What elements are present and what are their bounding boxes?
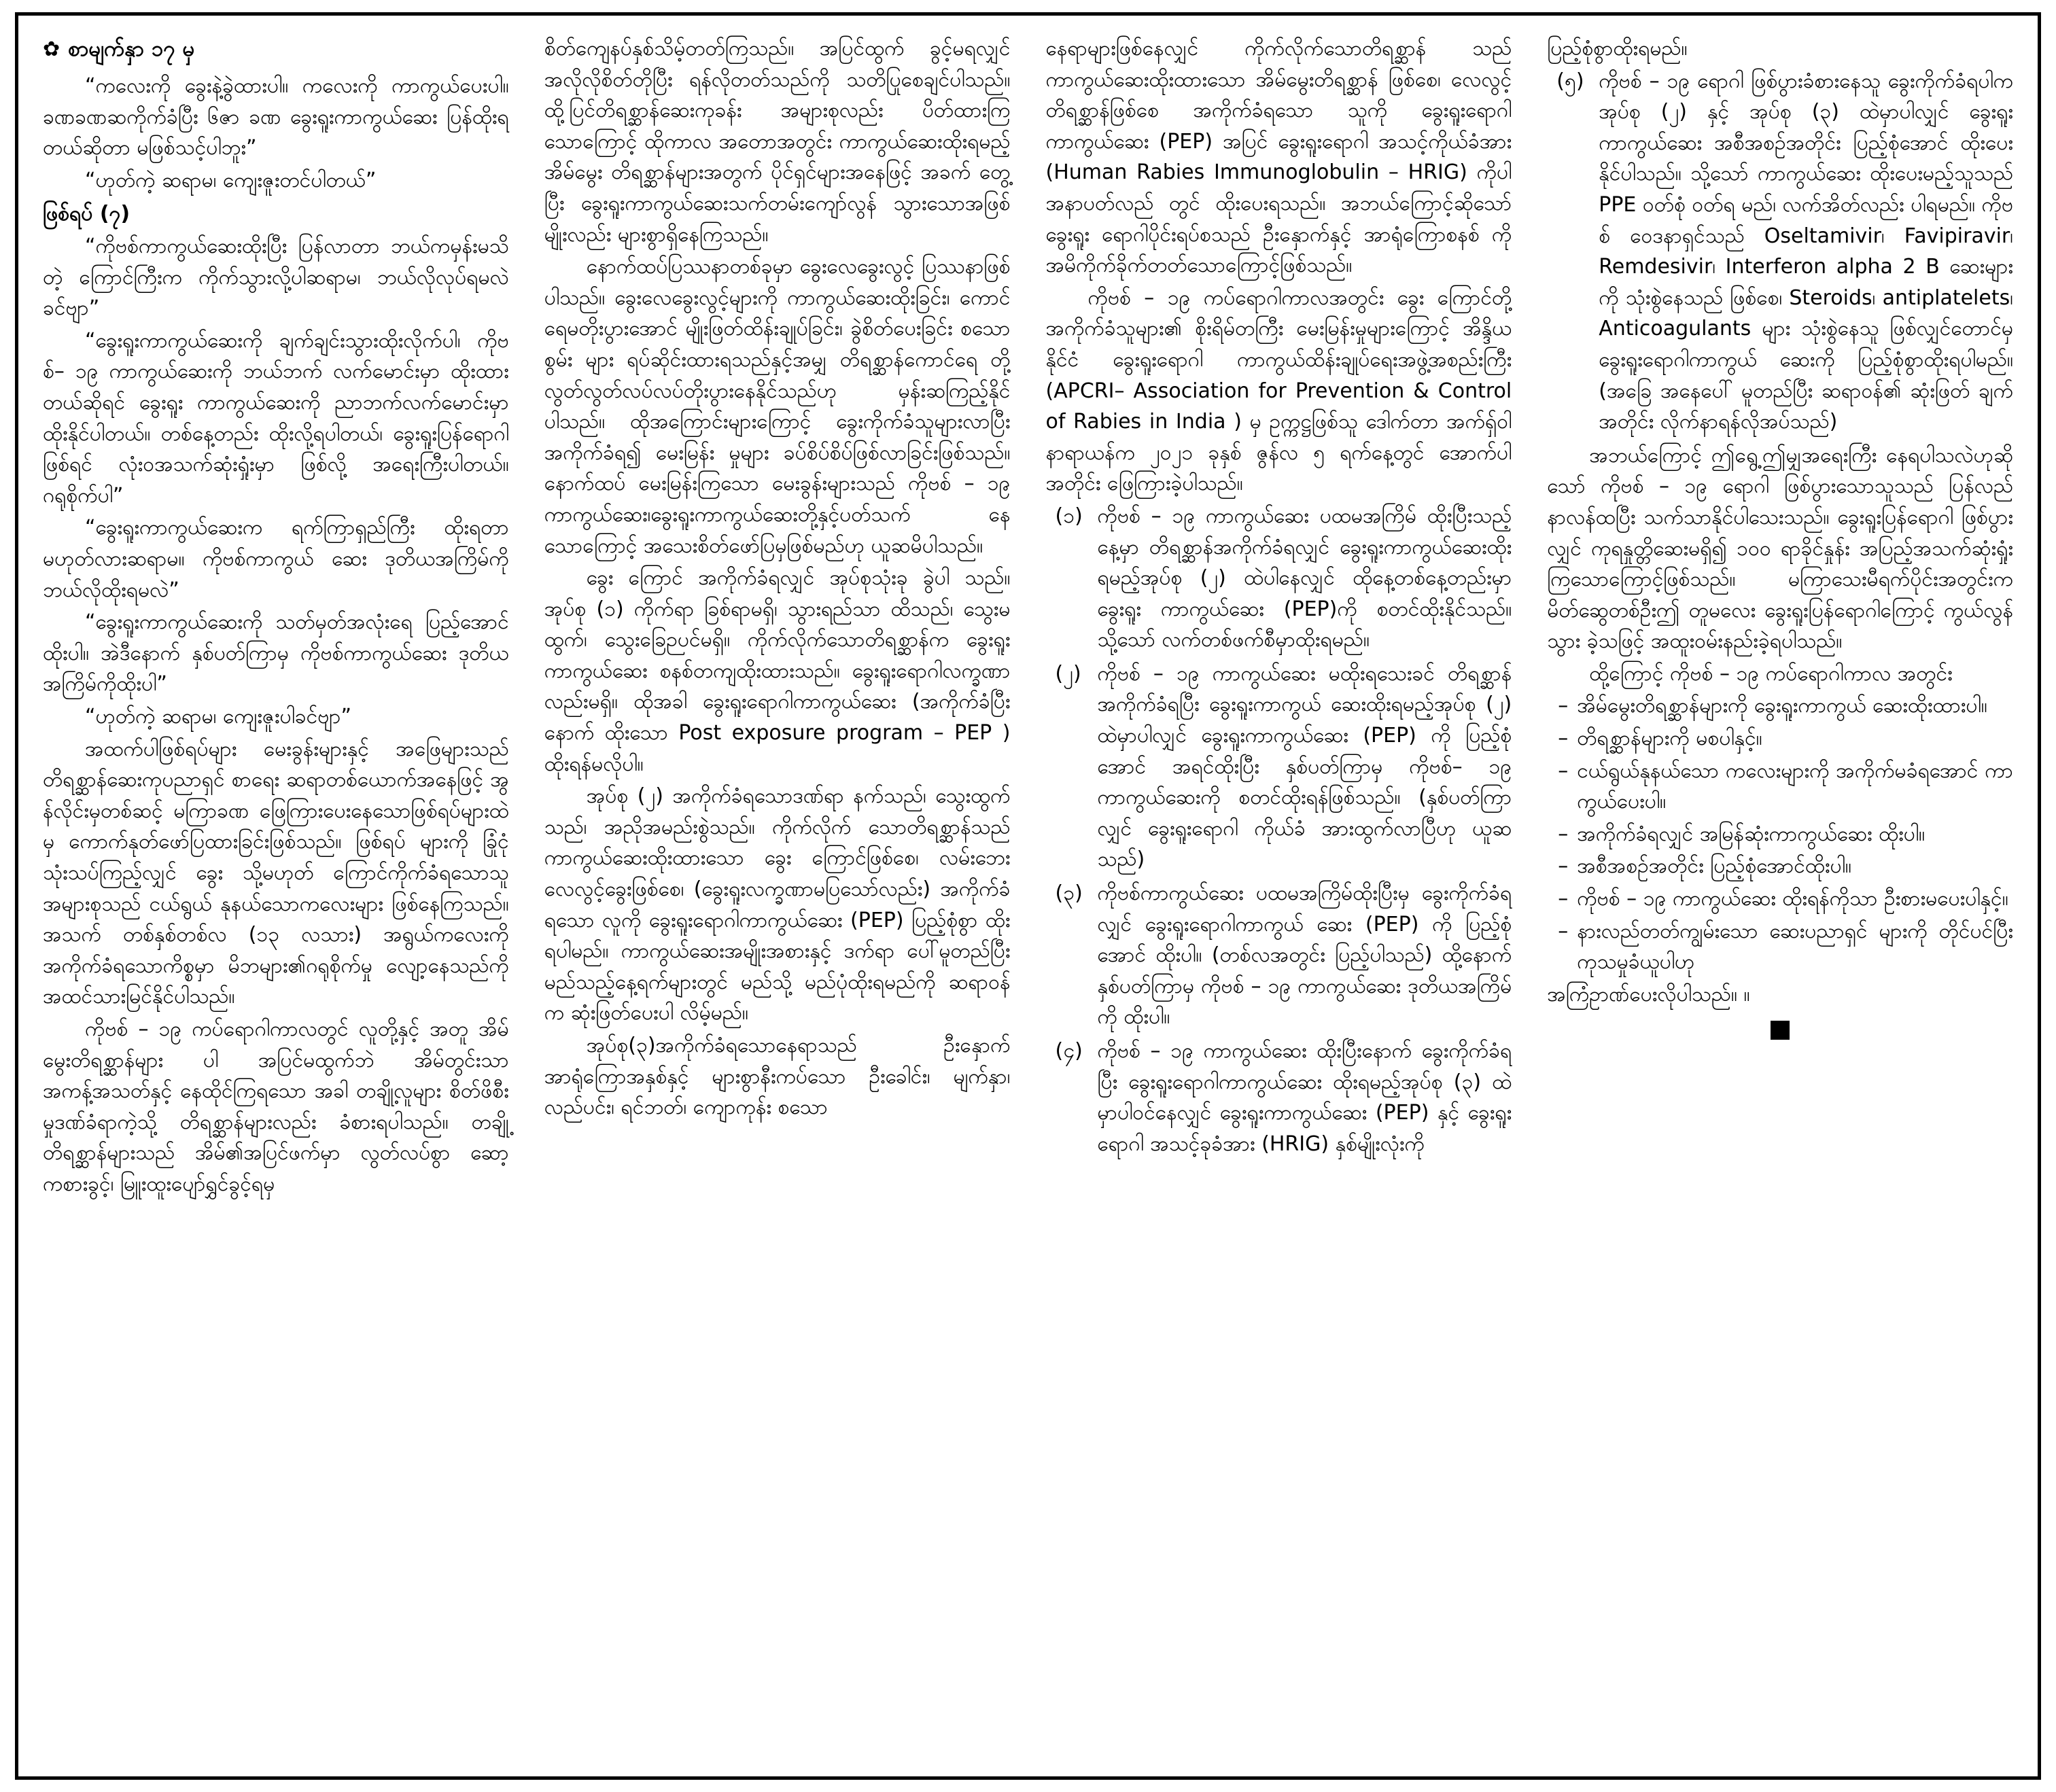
list-text: ကိုဗစ် – ၁၉ ကာကွယ်ဆေး ထိုးပြီးနောက် ခွေးကိုက်ခံရပြီး ခွေးရူးရောဂါကာကွယ်ဆေး ထိုးရမည့်အုပ်စု (၃) ထဲမှာပါဝင်နေလျှင် ခွေးရူးကာကွယ်ဆေး (PEP) နှင့် ခွေးရူး ရောဂါ အသင့်ခုခံအား (HRIG) နှစ်မျိုးလုံးကို	[1097, 1039, 1512, 1156]
dash-marker: –	[1558, 726, 1569, 751]
paragraph: “ကလေးကို ခွေးနဲ့ခွဲထားပါ။ ကလေးကို ကာကွယ်ပေးပါ။ ခဏခဏဆကိုက်ခံပြီး ၆ဇာ ခဏ ခွေးရူးကာကွယ်ဆေး ပြန်ထိုးရတယ်ဆိုတာ မဖြစ်သင့်ပါဘူး”	[43, 74, 509, 160]
column-4	[1529, 33, 2017, 1759]
numbered-list	[1046, 501, 1512, 1159]
list-text: နားလည်တတ်ကျွမ်းသော ဆေးပညာရှင် များကို တိုင်ပင်ပြီး ကုသမှုခံယူပါဟု	[1577, 919, 2013, 974]
dash-marker: –	[1558, 887, 1569, 911]
flower-bullet-icon: ✿	[43, 37, 60, 61]
column-2	[527, 33, 1028, 1759]
paragraph: အုပ်စု(၃)အကိုက်ခံရသောနေရာသည် ဦးနှောက် အာရုံကြောအနှစ်နှင့် များစွာနီးကပ်သော ဦးခေါင်း၊ မျက်နှာ၊ လည်ပင်း၊ ရင်ဘတ်၊ ကျောကုန်း စသော	[544, 1034, 1011, 1120]
paragraph: ကိုဗစ် – ၁၉ ကပ်ရောဂါကာလတွင် လူတို့နှင့် အတူ အိမ်မွေးတိရစ္ဆာန်များ ပါ အပြင်မထွက်ဘဲ အိမ်တွင်းသာ အကန့်အသတ်နှင့် နေထိုင်ကြရသော အခါ တချို့လူများ စိတ်ဖိစီးမှုဒဏ်ခံရာကဲ့သို့ တိရစ္ဆာန်များလည်း ခံစားရပါသည်။ တချို့ တိရစ္ဆာန်များသည် အိမ်၏အပြင်ဖက်မှာ လွတ်လပ်စွာ ဆော့ကစားခွင့်၊ မြူးထူးပျော်ရွှင်ခွင့်ရမှ	[43, 1017, 509, 1196]
list-text: ကိုဗစ်ကာကွယ်ဆေး ပထမအကြိမ်ထိုးပြီးမှ ခွေးကိုက်ခံရလျှင် ခွေးရူးရောဂါကာကွယ် ဆေး (PEP) ကို ပြည့်စုံအောင် ထိုးပါ။ (တစ်လအတွင်း ပြည့်ပါသည်) ထို့နောက် နှစ်ပတ်ကြာမှ ကိုဗစ် – ၁၉ ကာကွယ်ဆေး ဒုတိယအကြိမ်ကို ထိုးပါ။	[1097, 881, 1512, 1030]
list-item	[1547, 819, 2013, 850]
list-marker: (၄)	[1055, 1039, 1083, 1063]
list-marker: (၂)	[1055, 661, 1081, 686]
column-1	[39, 33, 527, 1759]
list-item	[1046, 658, 1512, 875]
list-item	[1547, 690, 2013, 722]
paragraph-continued: ပြည့်စုံစွာထိုးရမည်။	[1547, 37, 1688, 60]
list-text: အိမ်မွေးတိရစ္ဆာန်များကို ခွေးရူးကာကွယ် ဆေးထိုးထားပါ။	[1577, 694, 1987, 718]
end-of-article-mark	[1547, 1018, 2013, 1049]
list-item	[1046, 878, 1512, 1033]
list-text: တိရစ္ဆာန်များကို မစပါနှင့်။	[1577, 726, 1762, 751]
bulleted-recommendation-list	[1547, 690, 2013, 977]
list-text: ကိုဗစ် – ၁၉ ကာကွယ်ဆေး မထိုးရသေးခင် တိရစ္ဆာန်အကိုက်ခံရပြီး ခွေးရူးကာကွယ် ဆေးထိုးရမည့်အုပ်စု (၂) ထဲမှာပါလျှင် ခွေးရူးကာကွယ်ဆေး (PEP) ကို ပြည့်စုံ အောင် အရင်ထိုးပြီး နှစ်ပတ်ကြာမှ ကိုဗစ်– ၁၉ ကာကွယ်ဆေးကို စတင်ထိုးရန်ဖြစ်သည်။ (နှစ်ပတ်ကြာလျှင် ခွေးရူးရောဂါ ကိုယ်ခံ အားထွက်လာပြီဟု ယူဆသည်)	[1097, 661, 1512, 872]
list-item	[1547, 916, 2013, 978]
list-text: ကိုဗစ် – ၁၉ ကာကွယ်ဆေး ထိုးရန်ကိုသာ ဦးစားမပေးပါနှင့်။	[1577, 887, 2008, 911]
list-item	[1547, 723, 2013, 754]
numbered-list	[1547, 66, 2013, 438]
paragraph: ခွေး ကြောင် အကိုက်ခံရလျှင် အုပ်စုသုံးခု ခွဲပါ သည်။ အုပ်စု (၁) ကိုက်ရာ ခြစ်ရာမရှိ၊ သွားရည်သာ ထိသည်၊ သွေးမထွက်၊ သွေးခြေဉပင်မရှိ။ ကိုက်လိုက်သောတိရစ္ဆာန်က ခွေးရူးကာကွယ်ဆေး စနစ်တကျထိုးထားသည်။ ခွေးရူးရောဂါလက္ခဏာ လည်းမရှိ။ ထိုအခါ ခွေးရူးရောဂါကာကွယ်ဆေး (အကိုက်ခံပြီးနောက် ထိုးသော Post exposure program – PEP ) ထိုးရန်မလိုပါ။	[544, 566, 1011, 776]
page-border-frame	[15, 12, 2041, 1780]
paragraph-continued: နေရာများဖြစ်နေလျှင် ကိုက်လိုက်သောတိရစ္ဆာန် သည် ကာကွယ်ဆေးထိုးထားသော အိမ်မွေးတိရစ္ဆာန် ဖြစ်စေ၊ လေလွင့်တိရစ္ဆာန်ဖြစ်စေ အကိုက်ခံရသော သူကို ခွေးရူးရောဂါကာကွယ်ဆေး (PEP) အပြင် ခွေးရူးရောဂါ အသင့်ကိုယ်ခံအား (Human Rabies Immunoglobulin – HRIG) ကိုပါ အနာပတ်လည် တွင် ထိုးပေးရသည်။ အဘယ်ကြောင့်ဆိုသော် ခွေးရူး ရောဂါပိုင်းရပ်စသည် ဦးနှောက်နှင့် အာရုံကြောစနစ် ကို အမိကိုက်ခိုက်တတ်သောကြောင့်ဖြစ်သည်။	[1045, 37, 1512, 278]
paragraph: အထက်ပါဖြစ်ရပ်များ မေးခွန်းများနှင့် အဖြေများသည် တိရစ္ဆာန်ဆေးကုပညာရှင် စာရေး ဆရာတစ်ယောက်အနေဖြင့် အွန်လိုင်းမှတစ်ဆင့် မကြာခဏ ဖြေကြားပေးနေသောဖြစ်ရပ်များထဲ မှ ကောက်နုတ်ဖော်ပြထားခြင်းဖြစ်သည်။ ဖြစ်ရပ် များကို ခြုံငုံသုံးသပ်ကြည့်လျှင် ခွေး သို့မဟုတ် ကြောင်ကိုက်ခံရသောသူအများစုသည် ငယ်ရွယ် နုနယ်သောကလေးများ ဖြစ်နေကြသည်။ အသက် တစ်နှစ်တစ်လ (၁၃ လသား) အရွယ်ကလေးကို အကိုက်ခံရသောကိစ္စမှာ မိဘများ၏ဂရုစိုက်မှု လျော့နေသည်ကို အထင်သားမြင်နိုင်ပါသည်။	[43, 737, 509, 1009]
list-item	[1046, 501, 1512, 656]
list-text: အကိုက်ခံရလျှင် အမြန်ဆုံးကာကွယ်ဆေး ထိုးပါ။	[1577, 822, 1926, 846]
paragraph: အုပ်စု (၂) အကိုက်ခံရသောဒဏ်ရာ နက်သည်၊ သွေးထွက်သည်၊ အညိုအမည်းစွဲသည်။ ကိုက်လိုက် သောတိရစ္ဆာန်သည် ကာကွယ်ဆေးထိုးထားသော ခွေး ကြောင်ဖြစ်စေ၊ လမ်းဘေး လေလွင့်ခွေးဖြစ်စေ၊ (ခွေးရူးလက္ခဏာမပြသော်လည်း) အကိုက်ခံရသော လူကို ခွေးရူးရောဂါကာကွယ်ဆေး (PEP) ပြည့်စုံစွာ ထိုးရပါမည်။ ကာကွယ်ဆေးအမျိုးအစားနှင့် ဒက်ရာ ပေါ်မူတည်ပြီး မည်သည့်နေ့ရက်များတွင် မည်သို့ မည်ပုံထိုးရမည်ကို ဆရာဝန်က ဆုံးဖြတ်ပေးပါ လိမ့်မည်။	[544, 784, 1011, 1025]
paragraph: “ခွေးရူးကာကွယ်ဆေးက ရက်ကြာရှည်ကြီး ထိုးရတာမဟုတ်လားဆရာမ။ ကိုဗစ်ကာကွယ် ဆေး ဒုတိယအကြိမ်ကို ဘယ်လိုထိုးရမလဲ”	[43, 516, 509, 602]
list-item	[1547, 756, 2013, 818]
list-text: ငယ်ရွယ်နုနယ်သော ကလေးများကို အကိုက်မခံရအောင် ကာကွယ်ပေးပါ။	[1577, 758, 2013, 814]
list-marker: (၁)	[1055, 504, 1083, 528]
section-subheading: ဖြစ်ရပ် (၇)	[43, 202, 130, 226]
list-item	[1547, 883, 2013, 915]
column-container	[39, 33, 2017, 1759]
list-item	[1547, 66, 2013, 438]
dash-marker: –	[1558, 919, 1569, 943]
paragraph-continued: စိတ်ကျေနပ်နှစ်သိမ့်တတ်ကြသည်။ အပြင်ထွက် ခွင့်မရလျှင် အလိုလိုစိတ်တိုပြီး ရန်လိုတတ်သည်ကို သတိပြုစေချင်ပါသည်။ ထို့ပြင်တိရစ္ဆာန်ဆေးကုခန်း အများစုလည်း ပိတ်ထားကြသောကြောင့် ထိုကာလ အတောအတွင်း ကာကွယ်ဆေးထိုးရမည့် အိမ်မွေး တိရစ္ဆာန်များအတွက် ပိုင်ရှင်များအနေဖြင့် အခက် တွေ့ပြီး ခွေးရူးကာကွယ်ဆေးသက်တမ်းကျော်လွန် သွားသောအဖြစ်မျိုးလည်း များစွာရှိနေကြသည်။	[544, 37, 1011, 247]
dash-marker: –	[1558, 854, 1569, 879]
dash-marker: –	[1558, 694, 1569, 718]
dash-marker: –	[1558, 822, 1569, 846]
paragraph: “ခွေးရူးကာကွယ်ဆေးကို သတ်မှတ်အလုံးရေ ပြည့်အောင်ထိုးပါ။ အဲဒီနောက် နှစ်ပတ်ကြာမှ ကိုဗစ်ကာကွယ်ဆေး ဒုတိယအကြိမ်ကိုထိုးပါ”	[43, 610, 509, 697]
list-text: အစီအစဉ်အတိုင်း ပြည့်စုံအောင်ထိုးပါ။	[1577, 854, 1851, 879]
list-item	[1046, 1036, 1512, 1159]
paragraph: “ဟုတ်ကဲ့ ဆရာမ၊ ကျေးဇူးတင်ပါတယ်”	[85, 168, 377, 192]
list-marker: (၅)	[1556, 69, 1584, 93]
paragraph: ကိုဗစ် – ၁၉ ကပ်ရောဂါကာလအတွင်း ခွေး ကြောင်တို့ အကိုက်ခံသူများ၏ စိုးရိမ်တကြီး မေးမြန်းမှုများကြောင့် အိန္ဒိယနိုင်ငံ ခွေးရူးရောဂါ ကာကွယ်ထိန်းချုပ်ရေးအဖွဲ့အစည်းကြီး (APCRI– Association for Prevention & Control of Rabies in India ) မှ ဥက္ကဋ္ဌဖြစ်သူ ဒေါက်တာ အက်ရှ်ဝါနာရာယန်က ၂၀၂၁ ခုနှစ် ဇွန်လ ၅ ရက်နေ့တွင် အောက်ပါအတိုင်း ဖြေကြားခဲ့ပါသည်။	[1045, 285, 1512, 496]
paragraph: ထို့ကြောင့် ကိုဗစ် – ၁၉ ကပ်ရောဂါကာလ အတွင်း	[1589, 661, 1953, 686]
column-3	[1028, 33, 1530, 1759]
paragraph: “ကိုဗစ်ကာကွယ်ဆေးထိုးပြီး ပြန်လာတာ ဘယ်ကမှန်းမသိတဲ့ ကြောင်ကြီးက ကိုက်သွားလို့ပါဆရာမ၊ ဘယ်လိုလုပ်ရမလဲခင်ဗျာ”	[43, 234, 509, 321]
continuation-header	[43, 33, 509, 65]
closing-line: အကြံဥာဏ်ပေးလိုပါသည်။ ။	[1547, 982, 1750, 1006]
list-item	[1547, 851, 2013, 882]
paragraph: “ခွေးရူးကာကွယ်ဆေးကို ချက်ချင်းသွားထိုးလိုက်ပါ၊ ကိုဗစ်– ၁၉ ကာကွယ်ဆေးကို ဘယ်ဘက် လက်မောင်းမှာ ထိုးထားတယ်ဆိုရင် ခွေးရူး ကာကွယ်ဆေးကို ညာဘက်လက်မောင်းမှာ ထိုးနိုင်ပါတယ်။ တစ်နေ့တည်း ထိုးလို့ရပါတယ်၊ ခွေးရူးပြန်ရောဂါဖြစ်ရင် လုံးဝအသက်ဆုံးရှုံးမှာ ဖြစ်လို့ အရေးကြီးပါတယ်။ ဂရုစိုက်ပါ”	[43, 328, 509, 508]
paragraph: “ဟုတ်ကဲ့ ဆရာမ၊ ကျေးဇူးပါခင်ဗျာ”	[85, 704, 352, 728]
list-text: ကိုဗစ် – ၁၉ ရောဂါ ဖြစ်ပွားခံစားနေသူ ခွေးကိုက်ခံရပါက အုပ်စု (၂) နှင့် အုပ်စု (၃) ထဲမှာပါလျှင် ခွေးရူးကာကွယ်ဆေး အစီအစဉ်အတိုင်း ပြည့်စုံအောင် ထိုးပေး နိုင်ပါသည်။ သို့သော် ကာကွယ်ဆေး ထိုးပေးမည့်သူသည် PPE ဝတ်စုံ ဝတ်ရ မည်၊ လက်အိတ်လည်း ပါရမည်။ ကိုဗစ် ဝေဒနာရှင်သည် Oseltamivir၊ Favipiravir၊ Remdesivir၊ Interferon alpha 2 B ဆေးများကို သုံးစွဲနေသည် ဖြစ်စေ၊ Steroids၊ antiplatelets၊ Anticoagulants များ သုံးစွဲနေသူ ဖြစ်လျှင်တောင်မှ ခွေးရူးရောဂါကာကွယ် ဆေးကို ပြည့်စုံစွာထိုးရပါမည်။ (အခြေ အနေပေါ် မူတည်ပြီး ဆရာဝန်၏ ဆုံးဖြတ် ချက်အတိုင်း လိုက်နာရန်လိုအပ်သည်)	[1599, 69, 2013, 434]
dash-marker: –	[1558, 758, 1569, 783]
paragraph: နောက်ထပ်ပြဿနာတစ်ခုမှာ ခွေးလေခွေးလွင့် ပြဿနာဖြစ်ပါသည်။ ခွေးလေခွေးလွင့်များကို ကာကွယ်ဆေးထိုးခြင်း၊ ကောင်ရေမတိုးပွားအောင် မျိုးဖြတ်ထိန်းချုပ်ခြင်း၊ ခွဲစိတ်ပေးခြင်း စသောစွမ်း များ ရပ်ဆိုင်းထားရသည်နှင့်အမျှ တိရစ္ဆာန်ကောင်ရေ တို့ လွတ်လွတ်လပ်လပ်တိုးပွားနေနိုင်သည်ဟု မှန်းဆကြည့်နိုင်ပါသည်။ ထိုအကြောင်းများကြောင့် ခွေးကိုက်ခံသူများလာပြီး အကိုက်ခံရ၍ မေးမြန်း မှုများ ခပ်စိပ်စိပ်ဖြစ်လာခြင်းဖြစ်သည်။ နောက်ထပ် မေးမြန်းကြသော မေးခွန်းများသည် ကိုဗစ် – ၁၉ ကာကွယ်ဆေး၊ခွေးရူးကာကွယ်ဆေးတို့နှင့်ပတ်သက် နေသောကြောင့် အသေးစိတ်ဖော်ပြမှဖြစ်မည်ဟု ယူဆမိပါသည်။	[544, 255, 1011, 558]
list-text: ကိုဗစ် – ၁၉ ကာကွယ်ဆေး ပထမအကြိမ် ထိုးပြီးသည့်နေ့မှာ တိရစ္ဆာန်အကိုက်ခံရလျှင် ခွေးရူးကာကွယ်ဆေးထိုးရမည့်အုပ်စု (၂) ထဲပါနေလျှင် ထိုနေ့တစ်နေ့တည်းမှာ ခွေးရူး ကာကွယ်ဆေး (PEP)ကို စတင်ထိုးနိုင်သည်။ သို့သော် လက်တစ်ဖက်စီမှာထိုးရမည်။	[1097, 504, 1512, 652]
list-marker: (၃)	[1055, 881, 1083, 906]
paragraph: အဘယ်ကြောင့် ဤရွေ့ဤမျှအရေးကြီး နေရပါသလဲဟုဆိုသော် ကိုဗစ် – ၁၉ ရောဂါ ဖြစ်ပွားသောသူသည် ပြန်လည်နာလန်ထပြီး သက်သာနိုင်ပါသေးသည်။ ခွေးရူးပြန်ရောဂါ ဖြစ်ပွားလျှင် ကုရနှုတ္တိဆေးမရှိ၍ ၁၀၀ ရာခိုင်နှုန်း အပြည့်အသက်ဆုံးရှုံးကြသောကြောင့်ဖြစ်သည်။ မကြာသေးမီရက်ပိုင်းအတွင်းက မိတ်ဆွေတစ်ဦးဤ တူမလေး ခွေးရူးပြန်ရောဂါကြောင့် ကွယ်လွန်သွား ခဲ့သဖြင့် အထူးဝမ်းနည်းခဲ့ရပါသည်။	[1547, 443, 2013, 654]
continuation-note: စာမျက်နှာ ၁၇ မှ	[68, 37, 195, 61]
